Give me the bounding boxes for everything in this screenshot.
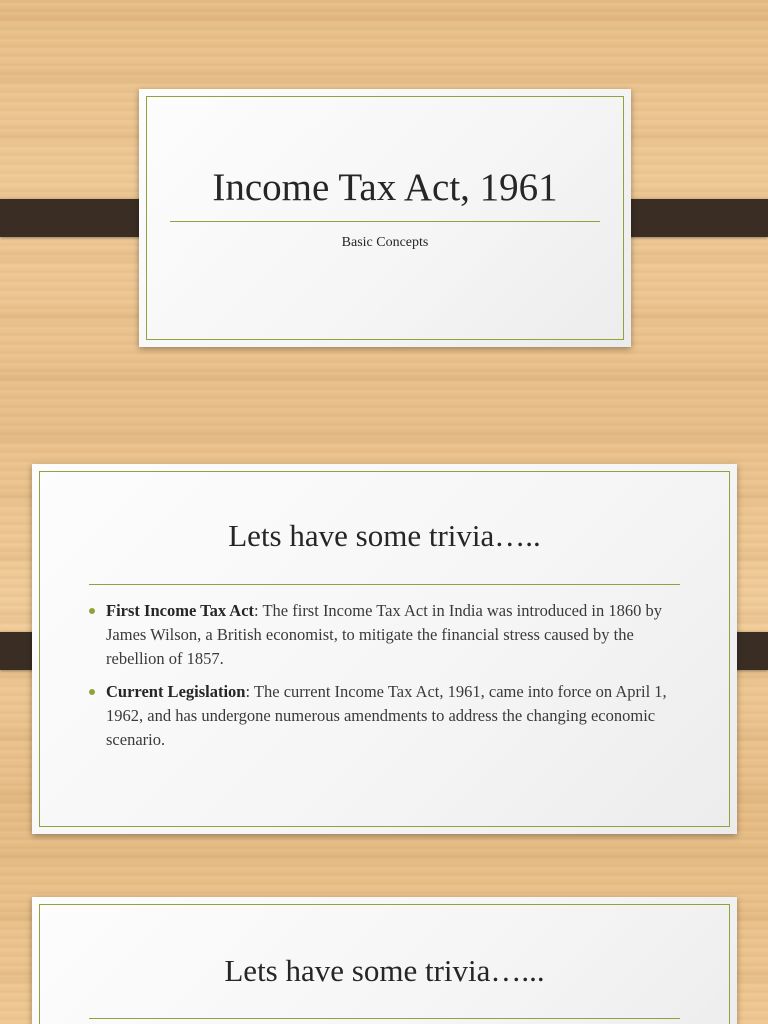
bullet-icon bbox=[89, 608, 95, 614]
title-rule bbox=[89, 1018, 680, 1019]
bullet-text: : The current Income Tax Act, 1961, came into force on April 1, 1962, and has undergone numerous amendments to address the changing economic scenario. bbox=[106, 682, 667, 749]
decorative-band-left bbox=[0, 199, 155, 237]
title-rule bbox=[170, 221, 600, 222]
bullet-item bbox=[89, 680, 689, 752]
bullet-list bbox=[89, 599, 689, 761]
slide-title: Lets have some trivia….. bbox=[228, 518, 541, 553]
bullet-item bbox=[89, 599, 689, 671]
slide-2 bbox=[32, 464, 737, 834]
bullet-term: Current Legislation bbox=[106, 682, 246, 701]
slide-title: Income Tax Act, 1961 bbox=[212, 166, 558, 209]
slide-title: Lets have some trivia…... bbox=[224, 953, 545, 988]
decorative-band-right bbox=[614, 199, 768, 237]
bullet-text: : The first Income Tax Act in India was introduced in 1860 by James Wilson, a British economist, to mitigate the financial stress caused by the rebellion of 1857. bbox=[106, 601, 662, 668]
slide-1 bbox=[139, 89, 631, 347]
slide-3 bbox=[32, 897, 737, 1024]
title-rule bbox=[89, 584, 680, 585]
bullet-term: First Income Tax Act bbox=[106, 601, 255, 620]
slide-subtitle: Basic Concepts bbox=[341, 235, 429, 250]
slide-frame bbox=[146, 96, 624, 340]
bullet-icon bbox=[89, 689, 95, 695]
